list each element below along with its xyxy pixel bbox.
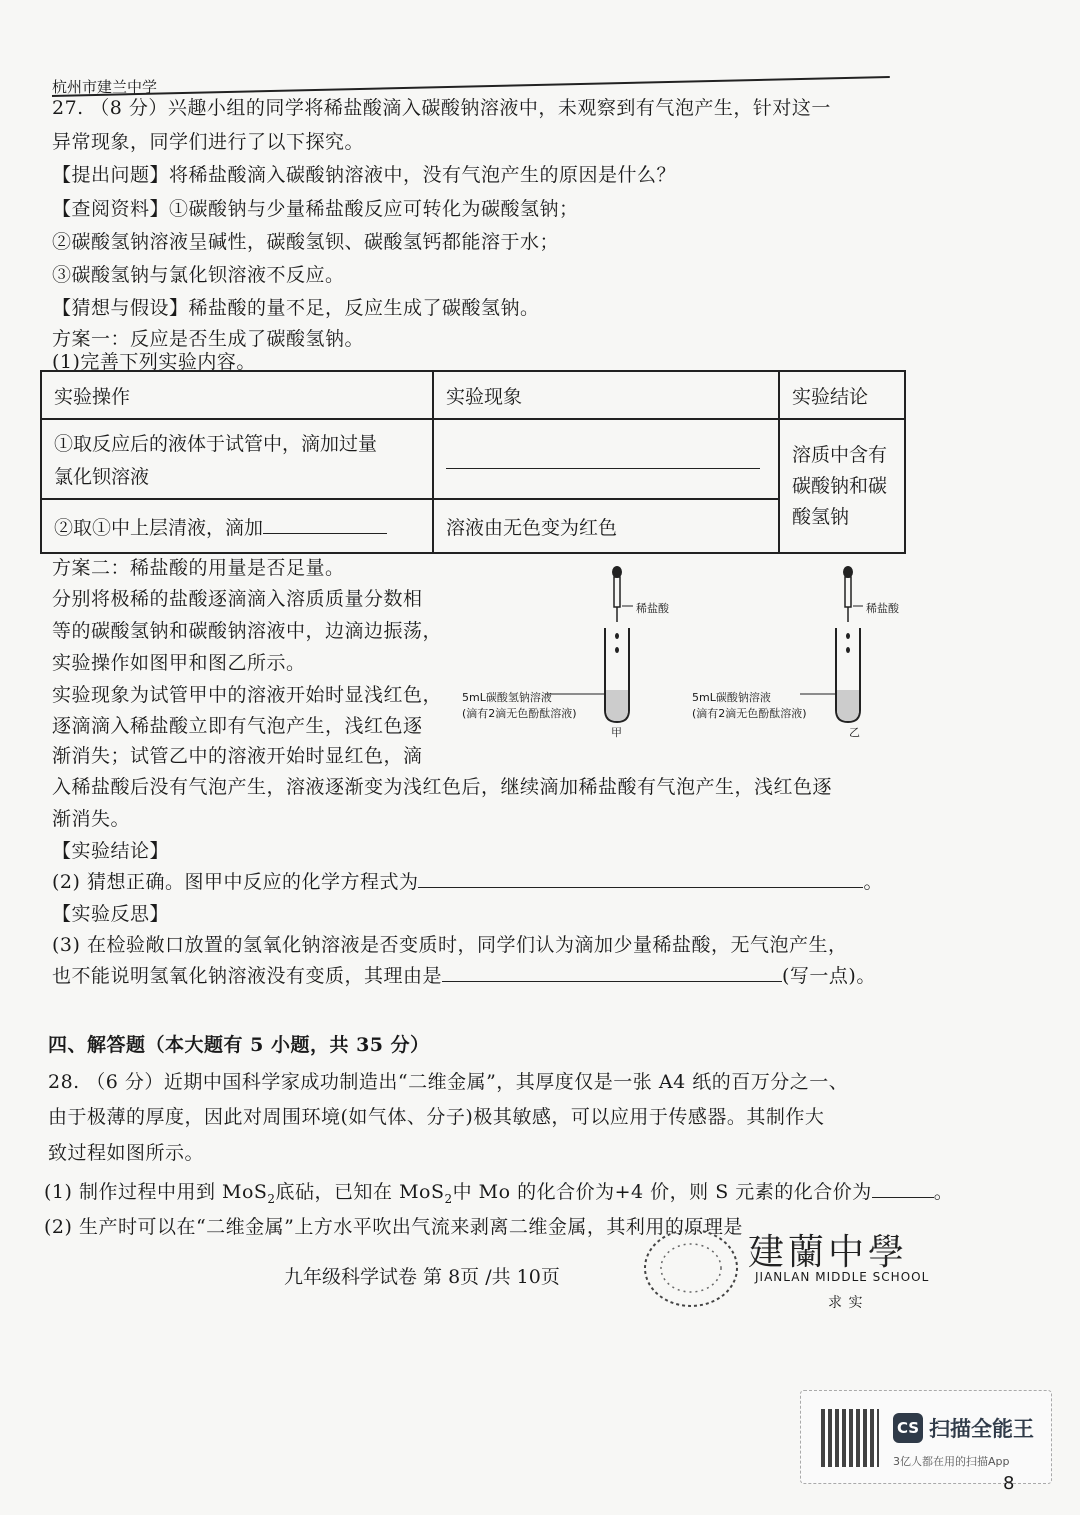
tube2-indicator-label: (滴有2滴无色酚酞溶液) [692,707,807,720]
plan2-line-9: 渐消失。 [52,808,131,830]
q27-line-5: ②碳酸氢钠溶液呈碱性，碳酸氢钡、碳酸氢钙都能溶于水； [52,231,560,253]
school-header: 杭州市建兰中学 [52,78,158,96]
section4-title: 四、解答题（本大题有 5 小题，共 35 分） [48,1034,430,1056]
tube1-solution-label: 5mL碳酸氢钠溶液 [462,691,552,704]
q27-part3-line2: 也不能说明氢氧化钠溶液没有变质，其理由是 (写一点)。 [52,965,876,987]
q28-line-2: 由于极薄的厚度，因此对周围环境(如气体、分子)极其敏感，可以应用于传感器。其制作大 [48,1106,825,1128]
camscanner-name: 扫描全能王 [929,1417,1034,1441]
plan2-line-4: 实验操作如图甲和图乙所示。 [52,652,306,674]
answer-blank-valence[interactable] [872,1181,934,1198]
table-header-conclusion: 实验结论 [779,371,905,419]
q28-part1: (1) 制作过程中用到 MoS$_2$底砧，已知在 MoS$_2$中 Mo 的化合价为+4 价，则 S 元素的化合价为 。 [44,1181,954,1206]
plan2-line-2: 分别将极稀的盐酸逐滴滴入溶质质量分数相 [52,588,423,610]
tube1-name: 甲 [611,726,622,739]
q27-line-7: 【猜想与假设】稀盐酸的量不足，反应生成了碳酸氢钠。 [52,297,540,319]
page-footer: 九年级科学试卷 第 8页 /共 10页 [284,1266,560,1288]
q27-line-9: (1)完善下列实验内容。 [52,351,256,373]
school-stamp-emblem [636,1222,746,1312]
stamp-school-name: 建蘭中學 [748,1232,909,1273]
page-number: 8 [1003,1473,1015,1494]
plan2-line-6: 逐滴滴入稀盐酸立即有气泡产生，浅红色逐 [52,715,423,737]
table-header-operation: 实验操作 [41,371,433,419]
tube2-solution-label: 5mL碳酸钠溶液 [692,691,771,704]
acid-label-left: 稀盐酸 [636,602,669,615]
table-row2-operation: ②取①中上层清液，滴加 [41,499,433,553]
stamp-motto: 求 实 [828,1295,864,1311]
test-tube-right [800,628,860,722]
experiment-table [40,370,906,554]
q28-line-3: 致过程如图所示。 [48,1142,205,1164]
acid-label-right: 稀盐酸 [866,602,899,615]
conclusion-heading: 【实验结论】 [52,840,170,862]
plan2-line-8: 入稀盐酸后没有气泡产生，溶液逐渐变为浅红色后，继续滴加稀盐酸有气泡产生，浅红色逐 [52,776,833,798]
q27-line-1: 27. （8 分）兴趣小组的同学将稀盐酸滴入碳酸钠溶液中，未观察到有气泡产生，针对这一 [52,97,831,119]
plan2-line-1: 方案二：稀盐酸的用量是否足量。 [52,557,345,579]
q27-line-6: ③碳酸氢钠与氯化钡溶液不反应。 [52,264,345,286]
plan2-line-5: 实验现象为试管甲中的溶液开始时显浅红色， [52,684,443,706]
dropper-left [612,566,633,622]
plan2-line-3: 等的碳酸氢钠和碳酸钠溶液中，边滴边振荡， [52,620,443,642]
table-row1-operation: ①取反应后的液体于试管中，滴加过量 氯化钡溶液 [41,419,433,499]
table-header-phenomenon: 实验现象 [433,371,779,419]
qr-code-icon [821,1409,879,1467]
answer-blank-reason[interactable] [442,963,782,982]
plan2-line-7: 渐消失；试管乙中的溶液开始时显红色，滴 [52,745,423,767]
q28-line-1: 28. （6 分）近期中国科学家成功制造出“二维金属”，其厚度仅是一张 A4 纸的百万分之一、 [48,1071,849,1093]
tube2-name: 乙 [849,726,860,739]
camscanner-watermark [800,1390,1052,1484]
q27-line-2: 异常现象，同学们进行了以下探究。 [52,131,365,153]
reflection-heading: 【实验反思】 [52,903,170,925]
camscanner-logo-icon: CS [893,1413,923,1443]
q27-line-3: 【提出问题】将稀盐酸滴入碳酸钠溶液中，没有气泡产生的原因是什么？ [52,164,677,186]
tube1-indicator-label: (滴有2滴无色酚酞溶液) [462,707,577,720]
stamp-school-english: JIANLAN MIDDLE SCHOOL [755,1270,930,1284]
table-row2-phenomenon: 溶液由无色变为红色 [433,499,779,553]
q27-line-4: 【查阅资料】①碳酸钠与少量稀盐酸反应可转化为碳酸氢钠； [52,198,579,220]
table-row1-phenomenon [433,419,779,499]
q27-part2: (2) 猜想正确。图甲中反应的化学方程式为 。 [52,871,883,893]
dropper-right [843,566,863,622]
table-conclusion-cell: 溶质中含有 碳酸钠和碳 酸氢钠 [779,419,905,553]
q27-line-8: 方案一：反应是否生成了碳酸氢钠。 [52,328,365,350]
answer-blank-phenomenon[interactable] [446,444,760,469]
camscanner-tagline: 3亿人都在用的扫描App [893,1455,1010,1468]
answer-blank-reagent[interactable] [263,517,387,534]
q27-part3-line1: (3) 在检验敞口放置的氢氧化钠溶液是否变质时，同学们认为滴加少量稀盐酸，无气泡产生， [52,934,848,956]
answer-blank-equation[interactable] [418,869,863,888]
q28-part2: (2) 生产时可以在“二维金属”上方水平吹出气流来剥离二维金属，其利用的原理是 [44,1216,743,1238]
